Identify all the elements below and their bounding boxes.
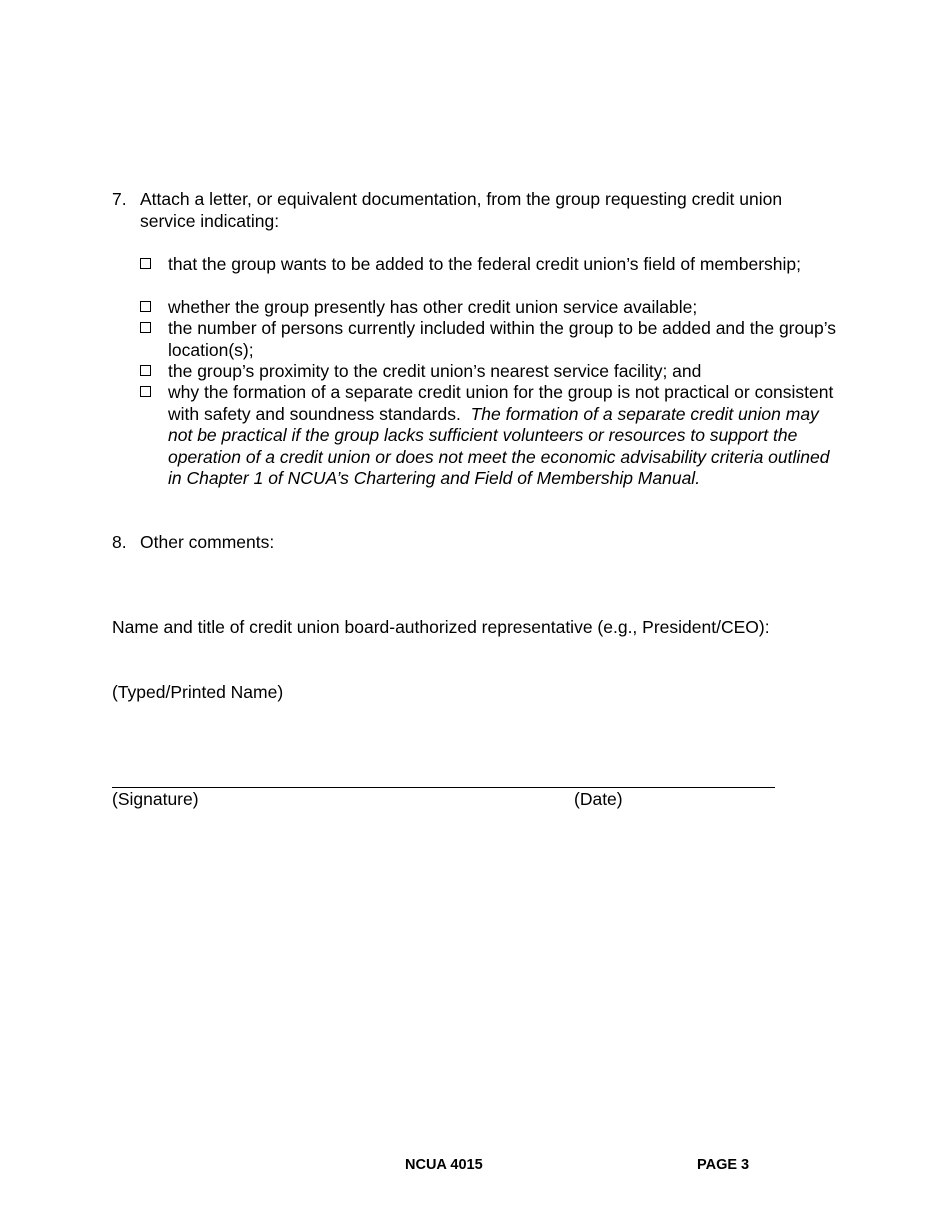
checkbox-icon[interactable] <box>140 301 151 312</box>
form-id: NCUA 4015 <box>405 1157 483 1173</box>
item-7-number: 7. <box>112 189 127 209</box>
checklist-item-5-text <box>168 382 840 490</box>
checklist-item-5-note: The formation of a separate credit union may not be practical if the group lacks sufficient volunteers or resources to support the operation of a credit union or does not meet the economic advisability criteria outlined in Chapter 1 of NCUA’s Chartering and Field of Membership Manual. <box>168 403 830 488</box>
representative-label: Name and title of credit union board-authorized representative (e.g., President/CEO): <box>112 617 770 637</box>
checklist-item-4-text: the group’s proximity to the credit union’s nearest service facility; and <box>168 361 702 381</box>
item-8-number: 8. <box>112 532 127 552</box>
checkbox-icon[interactable] <box>140 258 151 269</box>
checklist-item-5-plain: why the formation of a separate credit union for the group is not practical or consistent with safety and soundness standards. <box>168 382 834 424</box>
signature-line[interactable] <box>112 787 775 788</box>
page-number: PAGE 3 <box>697 1157 750 1173</box>
checkbox-icon[interactable] <box>140 365 151 376</box>
checkbox-icon[interactable] <box>140 322 151 333</box>
checklist-item-3-text: the number of persons currently included within the group to be added and the group’s location(s); <box>168 318 837 360</box>
checkbox-icon[interactable] <box>140 386 151 397</box>
checklist-item-2-text: whether the group presently has other credit union service available; <box>168 297 698 317</box>
item-8-text: Other comments: <box>140 532 275 552</box>
signature-label: (Signature) <box>112 789 199 809</box>
checklist-item-1-text: that the group wants to be added to the federal credit union’s field of membership; <box>168 254 801 274</box>
typed-name-label: (Typed/Printed Name) <box>112 682 284 702</box>
date-label: (Date) <box>574 789 623 809</box>
item-7-text: Attach a letter, or equivalent documentation, from the group requesting credit union service indicating: <box>140 189 783 231</box>
